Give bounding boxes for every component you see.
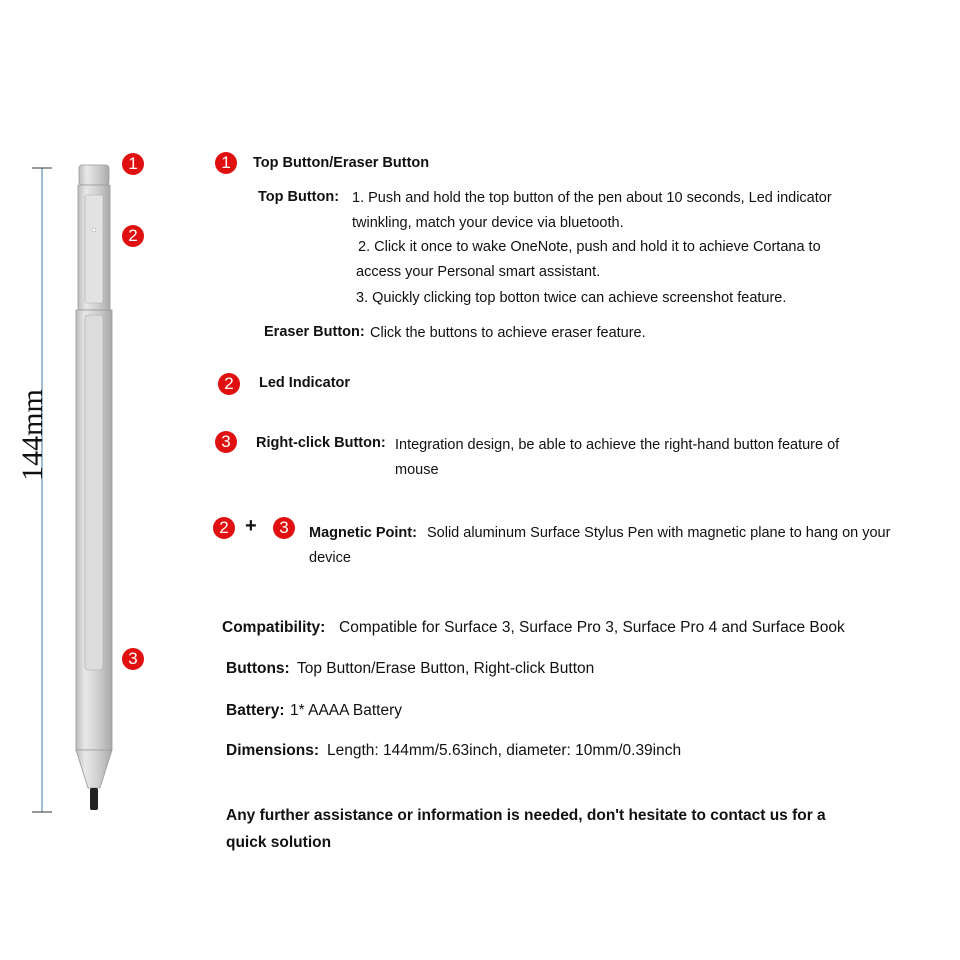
right-click-text: Integration design, be able to achieve the right-hand button feature of	[395, 437, 840, 453]
section-2-badge: 2	[218, 373, 240, 395]
footer-line-1: Any further assistance or information is needed, don't hesitate to contact us for a	[226, 807, 826, 824]
dimensions-value: Length: 144mm/5.63inch, diameter: 10mm/0.39inch	[327, 742, 682, 759]
right-click-text-cont: mouse	[395, 462, 439, 478]
top-button-step-3: 3. Quickly clicking top botton twice can achieve screenshot feature.	[356, 290, 787, 306]
top-button-step-1-cont: twinkling, match your device via bluetooth.	[352, 215, 624, 231]
magnetic-text: Solid aluminum Surface Stylus Pen with magnetic plane to hang on your	[427, 525, 891, 541]
callout-3: 3	[122, 648, 144, 670]
buttons-label: Buttons:	[226, 660, 290, 677]
buttons-value: Top Button/Erase Button, Right-click Button	[297, 660, 595, 677]
dimension-label: 144mm	[16, 389, 49, 481]
callout-2: 2	[122, 225, 144, 247]
magnetic-label: Magnetic Point:	[309, 525, 417, 541]
magnetic-badge-2: 2	[213, 517, 235, 539]
section-3-badge: 3	[215, 431, 237, 453]
eraser-button-label: Eraser Button:	[264, 324, 365, 340]
top-button-step-2: 2. Click it once to wake OneNote, push and hold it to achieve Cortana to	[358, 239, 821, 255]
battery-value: 1* AAAA Battery	[290, 702, 403, 719]
top-button-step-2-cont: access your Personal smart assistant.	[356, 264, 601, 280]
section-1-badge: 1	[215, 152, 237, 174]
plus-sign: +	[245, 515, 257, 537]
eraser-button-text: Click the buttons to achieve eraser feature.	[370, 325, 646, 341]
top-button-title: Top Button/Eraser Button	[253, 155, 430, 171]
callout-1: 1	[122, 153, 144, 175]
compatibility-value: Compatible for Surface 3, Surface Pro 3, Surface Pro 4 and Surface Book	[339, 619, 845, 636]
dimension-line	[30, 160, 60, 820]
led-indicator-title: Led Indicator	[259, 375, 351, 391]
right-click-label: Right-click Button:	[256, 435, 386, 451]
magnetic-text-cont: device	[309, 550, 351, 566]
footer-line-2: quick solution	[226, 834, 332, 851]
magnetic-badge-3: 3	[273, 517, 295, 539]
battery-label: Battery:	[226, 702, 285, 719]
compatibility-label: Compatibility:	[222, 619, 326, 636]
top-button-label: Top Button:	[258, 189, 340, 205]
top-button-step-1: 1. Push and hold the top button of the pen about 10 seconds, Led indicator	[352, 190, 832, 206]
dimensions-label: Dimensions:	[226, 742, 320, 759]
stylus-pen-image	[70, 160, 120, 820]
